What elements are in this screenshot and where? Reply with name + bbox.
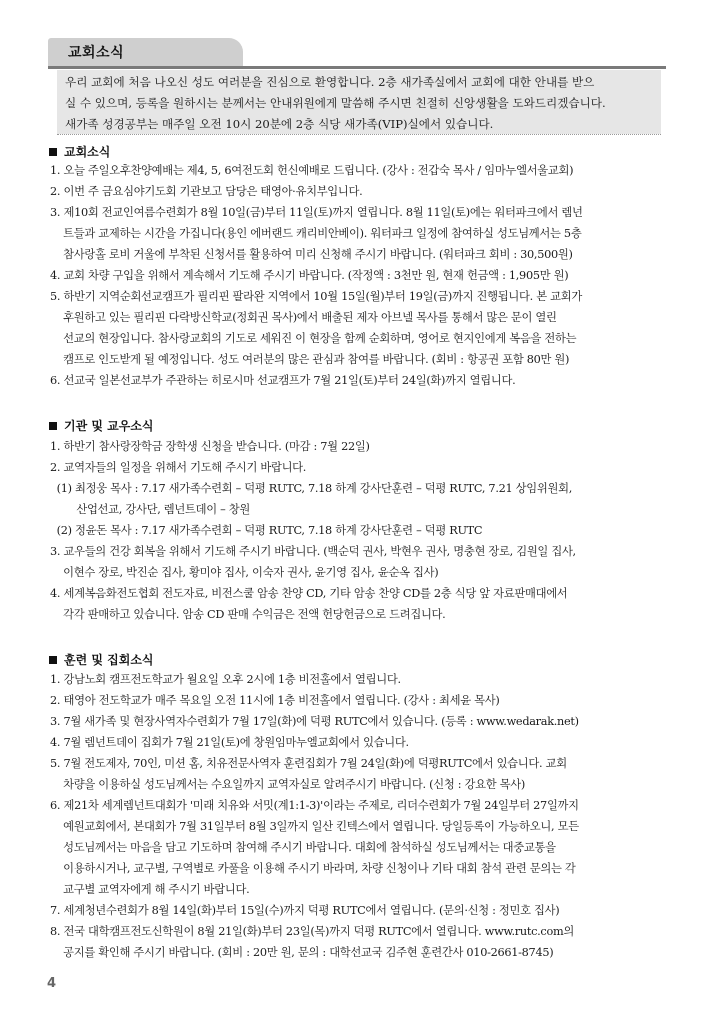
news-item: 5. 7월 전도제자, 70인, 미션 홈, 치유전문사역자 훈련집회가 7월 24일(화)에 덕평RUTC에서 있습니다. 교회	[50, 757, 567, 770]
section-heading-member-news: 기관 및 교우소식	[49, 418, 154, 434]
news-item: 1. 오늘 주일오후찬양예배는 제4, 5, 6여전도회 헌신예배로 드립니다. (강사 : 전갑숙 목사 / 임마누엘서울교회)	[50, 164, 574, 177]
news-item: 성도님께서는 마음을 담고 기도하며 참여해 주시기 바랍니다. 대회에 참석하실 성도님께서는 대중교통을	[50, 841, 556, 854]
news-item: 교구별 교역자에게 해 주시기 바랍니다.	[50, 883, 250, 896]
news-item: 3. 7월 새가족 및 현장사역자수련회가 7월 17일(화)에 덕평 RUTC에서 있습니다. (등록 : www.wedarak.net)	[50, 715, 579, 728]
news-item: 차량을 이용하실 성도님께서는 수요일까지 교역자실로 알려주시기 바랍니다. (신청 : 강요한 목사)	[50, 778, 525, 791]
news-item: 공지를 확인해 주시기 바랍니다. (회비 : 20만 원, 문의 : 대학선교국 김주현 훈련간사 010-2661-8745)	[50, 946, 554, 959]
news-item: 8. 전국 대학캠프전도신학원이 8월 21일(화)부터 23일(목)까지 덕평 RUTC에서 열립니다. www.rutc.com의	[50, 925, 574, 938]
news-item: 7. 세계청년수련회가 8월 14일(화)부터 15일(수)까지 덕평 RUTC에서 열립니다. (문의·신청 : 정민호 집사)	[50, 904, 560, 917]
page-number: 4	[47, 976, 57, 991]
welcome-line: 실 수 있으며, 등록을 원하시는 분께서는 안내위원에게 말씀해 주시면 친절히 신앙생활을 도와드리겠습니다.	[65, 96, 606, 110]
news-item: 1. 하반기 참사랑장학금 장학생 신청을 받습니다. (마감 : 7월 22일)	[50, 440, 370, 453]
section-heading-training-news: 훈련 및 집회소식	[49, 652, 154, 668]
welcome-line: 새가족 성경공부는 매주일 오전 10시 20분에 2층 식당 새가족(VIP)실에서 있습니다.	[65, 117, 494, 131]
news-item: 5. 하반기 지역순회선교캠프가 필리핀 팔라완 지역에서 10월 15일(월)부터 19일(금)까지 진행됩니다. 본 교회가	[50, 290, 582, 303]
welcome-line: 우리 교회에 처음 나오신 성도 여러분을 진심으로 환영합니다. 2층 새가족실에서 교회에 대한 안내를 받으	[65, 75, 595, 89]
news-item: 1. 강남노회 캠프전도학교가 월요일 오후 2시에 1층 비전홀에서 열립니다.	[50, 673, 401, 686]
square-bullet-icon	[49, 148, 57, 156]
news-item: 3. 제10회 전교인여름수련회가 8월 10일(금)부터 11일(토)까지 열립니다. 8월 11일(토)에는 워터파크에서 렘넌	[50, 206, 583, 219]
news-item: 6. 선교국 일본선교부가 주관하는 히로시마 선교캠프가 7월 21일(토)부터 24일(화)까지 열립니다.	[50, 374, 516, 387]
news-item: 3. 교우들의 건강 회복을 위해서 기도해 주시기 바랍니다. (백순덕 권사, 박현우 권사, 명충현 장로, 김원일 집사,	[50, 545, 576, 558]
news-item: (1) 최정웅 목사 : 7.17 새가족수련회 – 덕평 RUTC, 7.18 하계 강사단훈련 – 덕평 RUTC, 7.21 상임위원회,	[50, 482, 573, 495]
news-item: 후원하고 있는 필리핀 다락방신학교(정회권 목사)에서 배출된 제자 아브넬 목사를 통해서 많은 문이 열린	[50, 311, 557, 324]
news-item: 6. 제21차 세계렘넌트대회가 '미래 치유와 서밋(계1:1-3)'이라는 주제로, 리더수련회가 7월 24일부터 27일까지	[50, 799, 579, 812]
news-item: 4. 교회 차량 구입을 위해서 계속해서 기도해 주시기 바랍니다. (작정액 : 3천만 원, 현재 헌금액 : 1,905만 원)	[50, 269, 569, 282]
news-item: 참사랑홀 로비 거울에 부착된 신청서를 활용하여 미리 신청해 주시기 바랍니다. (워터파크 회비 : 30,500원)	[50, 248, 573, 261]
news-item: (2) 정윤돈 목사 : 7.17 새가족수련회 – 덕평 RUTC, 7.18 하계 강사단훈련 – 덕평 RUTC	[50, 524, 483, 537]
welcome-divider	[57, 134, 661, 135]
square-bullet-icon	[49, 656, 57, 664]
news-item: 예원교회에서, 본대회가 7월 31일부터 8월 3일까지 일산 킨텍스에서 열립니다. 당일등록이 가능하오니, 모든	[50, 820, 579, 833]
news-item: 캠프로 인도받게 될 예정입니다. 성도 여러분의 많은 관심과 참여를 바랍니다. (회비 : 항공권 포함 80만 원)	[50, 353, 570, 366]
news-item: 선교의 현장입니다. 참사랑교회의 기도로 세워진 이 현장을 함께 순회하며, 영어로 현지인에게 복음을 전하는	[50, 332, 577, 345]
news-item: 2. 교역자들의 일정을 위해서 기도해 주시기 바랍니다.	[50, 461, 307, 474]
square-bullet-icon	[49, 422, 57, 430]
news-item: 이현수 장로, 박진순 집사, 황미야 집사, 이숙자 권사, 윤기영 집사, 윤순옥 집사)	[50, 566, 439, 579]
news-item: 4. 7월 렘넌트데이 집회가 7월 21일(토)에 창원임마누엘교회에서 있습니다.	[50, 736, 409, 749]
welcome-box	[57, 70, 661, 134]
news-item: 4. 세계복음화전도협회 전도자료, 비전스쿨 암송 찬양 CD, 기타 암송 찬양 CD를 2층 식당 앞 자료판매대에서	[50, 587, 568, 600]
header-rule	[48, 66, 666, 69]
news-item: 산업선교, 강사단, 렘넌트데이 – 창원	[50, 503, 251, 516]
section-heading-church-news: 교회소식	[49, 144, 110, 160]
page-title: 교회소식	[68, 45, 125, 61]
news-item: 2. 태영아 전도학교가 매주 목요일 오전 11시에 1층 비전홀에서 열립니다. (강사 : 최세윤 목사)	[50, 694, 500, 707]
news-item: 트들과 교제하는 시간을 가집니다(용인 에버랜드 캐리비안베이). 워터파크 일정에 참여하실 성도님께서는 5층	[50, 227, 582, 240]
news-item: 각각 판매하고 있습니다. 암송 CD 판매 수익금은 전액 헌당헌금으로 드려집니다.	[50, 608, 446, 621]
news-item: 이용하시거나, 교구별, 구역별로 카풀을 이용해 주시기 바라며, 차량 신청이나 기타 대회 참석 관련 문의는 각	[50, 862, 576, 875]
news-item: 2. 이번 주 금요심야기도회 기관보고 담당은 태영아·유치부입니다.	[50, 185, 363, 198]
